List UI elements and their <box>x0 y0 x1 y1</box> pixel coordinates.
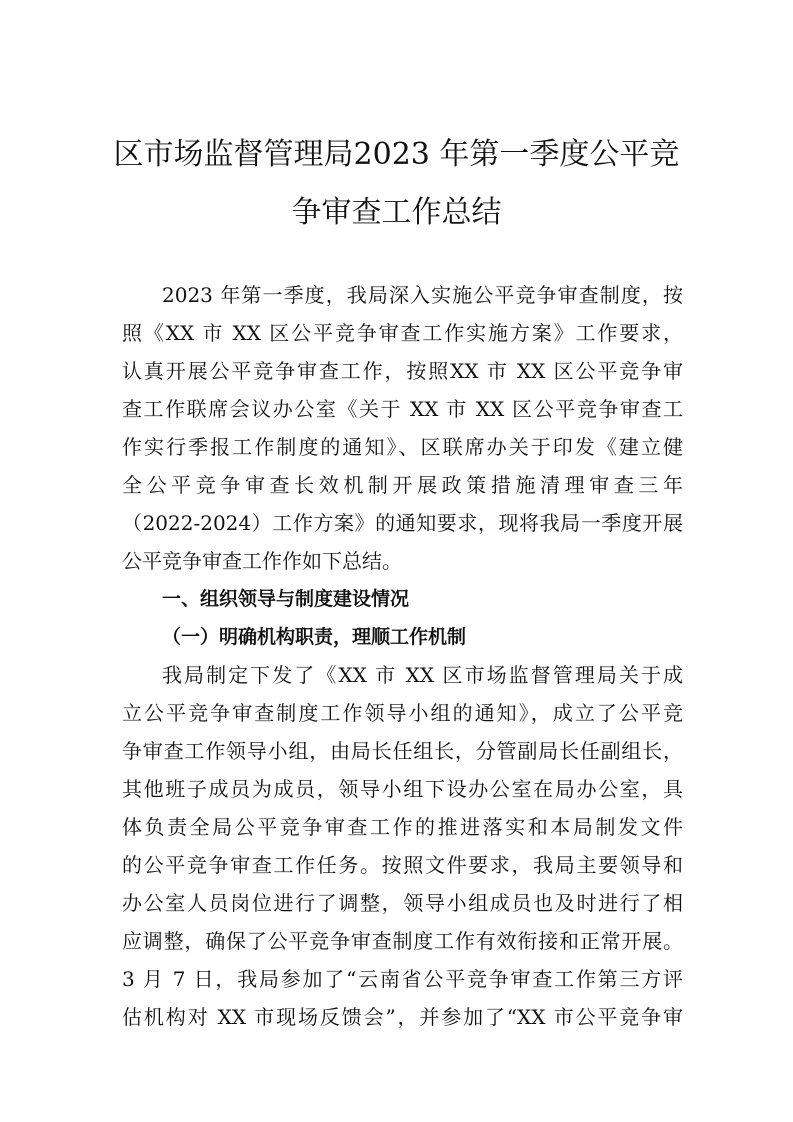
paragraph-line: 认真开展公平竞争审查工作，按照XX 市 XX 区公平竞争审 <box>122 359 683 383</box>
paragraph-line: 应调整，确保了公平竞争审查制度工作有效衔接和正常开展。 <box>122 929 683 953</box>
paragraph-line: 2023 年第一季度，我局深入实施公平竞争审查制度，按 <box>162 283 683 307</box>
paragraph-line: 照《XX 市 XX 区公平竞争审查工作实施方案》工作要求， <box>122 321 683 345</box>
paragraph-line: 查工作联席会议办公室《关于 XX 市 XX 区公平竞争审查工 <box>122 397 683 421</box>
paragraph-line: 公平竞争审查工作作如下总结。 <box>122 549 402 573</box>
document-title-line-2: 争审查工作总结 <box>291 195 502 230</box>
subsection-heading: （一）明确机构职责，理顺工作机制 <box>162 626 467 648</box>
paragraph-line: 估机构对 XX 市现场反馈会”，并参加了“XX 市公平竞争审 <box>122 1005 683 1029</box>
document-title-line-1: 区市场监督管理局2023 年第一季度公平竞 <box>113 137 680 172</box>
paragraph-line: （2022-2024）工作方案》的通知要求，现将我局一季度开展 <box>122 511 683 535</box>
paragraph-line: 体负责全局公平竞争审查工作的推进落实和本局制发文件 <box>122 815 683 839</box>
section-heading: 一、组织领导与制度建设情况 <box>162 588 410 610</box>
paragraph-line: 的公平竞争审查工作任务。按照文件要求，我局主要领导和 <box>122 853 683 877</box>
paragraph-line: 作实行季报工作制度的通知》、区联席办关于印发《建立健 <box>122 435 683 459</box>
paragraph-line: 3 月 7 日，我局参加了“云南省公平竞争审查工作第三方评 <box>122 967 683 991</box>
paragraph-line: 争审查工作领导小组，由局长任组长，分管副局长任副组长， <box>122 739 683 763</box>
paragraph-line: 立公平竞争审查制度工作领导小组的通知》，成立了公平竞 <box>122 701 683 725</box>
paragraph-line: 全公平竞争审查长效机制开展政策措施清理审查三年 <box>122 473 683 497</box>
paragraph-line: 其他班子成员为成员，领导小组下设办公室在局办公室，具 <box>122 777 683 801</box>
paragraph-line: 我局制定下发了《XX 市 XX 区市场监督管理局关于成 <box>162 663 683 687</box>
paragraph-line: 办公室人员岗位进行了调整，领导小组成员也及时进行了相 <box>122 891 683 915</box>
